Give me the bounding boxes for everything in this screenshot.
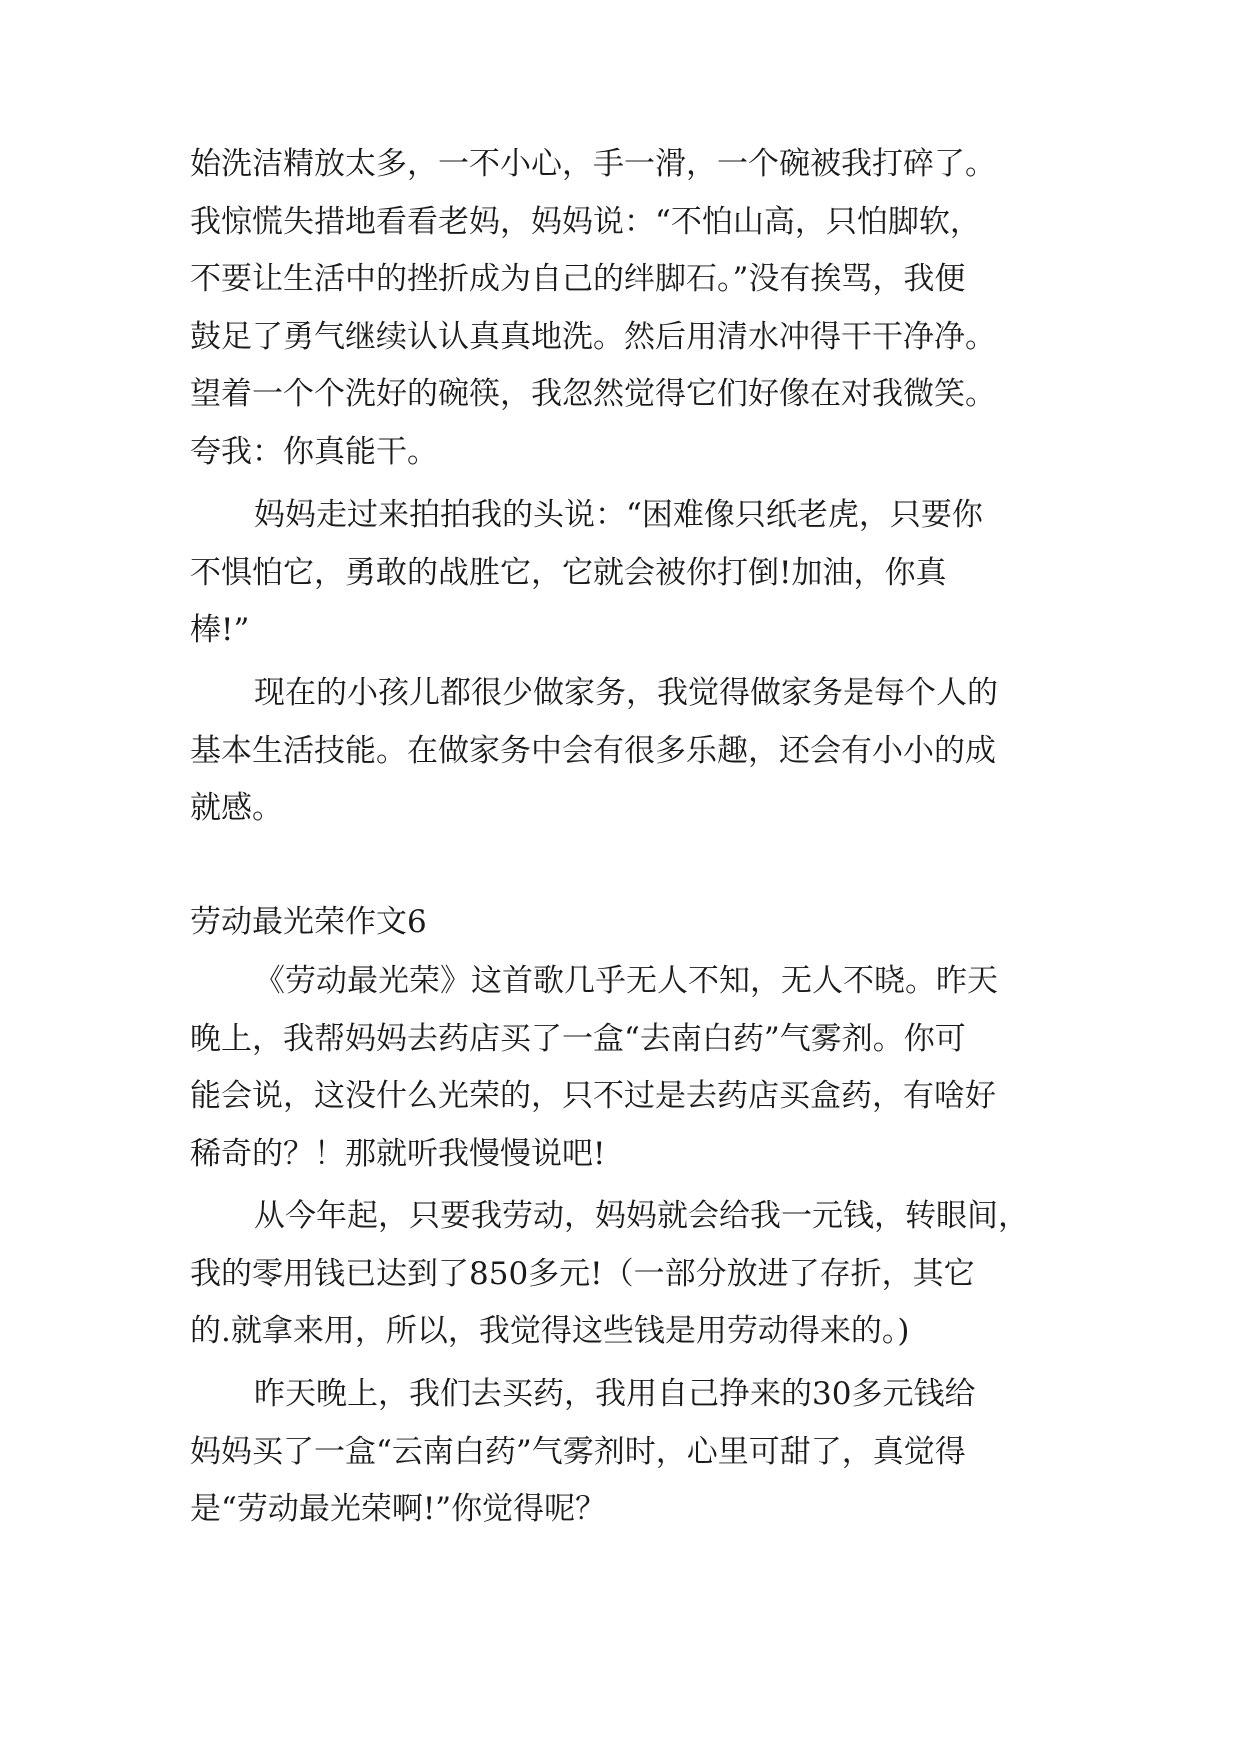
- text-line: 不要让生活中的挫折成为自己的绊脚石。”没有挨骂，我便: [190, 261, 966, 297]
- text-line: 鼓足了勇气继续认认真真地洗。然后用清水冲得干干净净。: [190, 319, 996, 355]
- text-line: 的.就拿来用，所以，我觉得这些钱是用劳动得来的。): [190, 1313, 910, 1349]
- text-line: 我惊慌失措地看看老妈，妈妈说：“不怕山高，只怕脚软，: [190, 204, 981, 240]
- text-line: 不惧怕它，勇敢的战胜它，它就会被你打倒!加油，你真: [190, 555, 947, 591]
- text-line: 现在的小孩儿都很少做家务，我觉得做家务是每个人的: [254, 675, 998, 711]
- text-line: 稀奇的？！那就听我慢慢说吧!: [190, 1136, 606, 1172]
- text-line: 棒!”: [190, 612, 250, 648]
- text-line: 妈妈走过来拍拍我的头说：“困难像只纸老虎，只要你: [254, 497, 983, 533]
- text-line: 就感。: [190, 790, 283, 826]
- text-line: 《劳动最光荣》这首歌几乎无人不知，无人不晓。昨天: [254, 963, 998, 999]
- text-line: 始洗洁精放太多，一不小心，手一滑，一个碗被我打碎了。: [190, 146, 996, 182]
- text-line: 昨天晚上，我们去买药，我用自己挣来的30多元钱给: [254, 1376, 976, 1412]
- text-line: 是“劳动最光荣啊!”你觉得呢？: [190, 1491, 607, 1527]
- text-line: 晚上，我帮妈妈去药店买了一盒“去南白药”气雾剂。你可: [190, 1021, 966, 1057]
- section-heading: 劳动最光荣作文6: [190, 904, 427, 940]
- text-line: 我的零用钱已达到了850多元!（一部分放进了存折，其它: [190, 1256, 975, 1292]
- text-line: 从今年起，只要我劳动，妈妈就会给我一元钱，转眼间，: [254, 1198, 1029, 1234]
- text-line: 夸我：你真能干。: [190, 434, 438, 470]
- text-line: 妈妈买了一盒“云南白药”气雾剂时，心里可甜了，真觉得: [190, 1434, 966, 1470]
- text-line: 基本生活技能。在做家务中会有很多乐趣，还会有小小的成: [190, 733, 996, 769]
- text-line: 望着一个个洗好的碗筷，我忽然觉得它们好像在对我微笑。: [190, 376, 996, 412]
- text-line: 能会说，这没什么光荣的，只不过是去药店买盒药，有啥好: [190, 1078, 996, 1114]
